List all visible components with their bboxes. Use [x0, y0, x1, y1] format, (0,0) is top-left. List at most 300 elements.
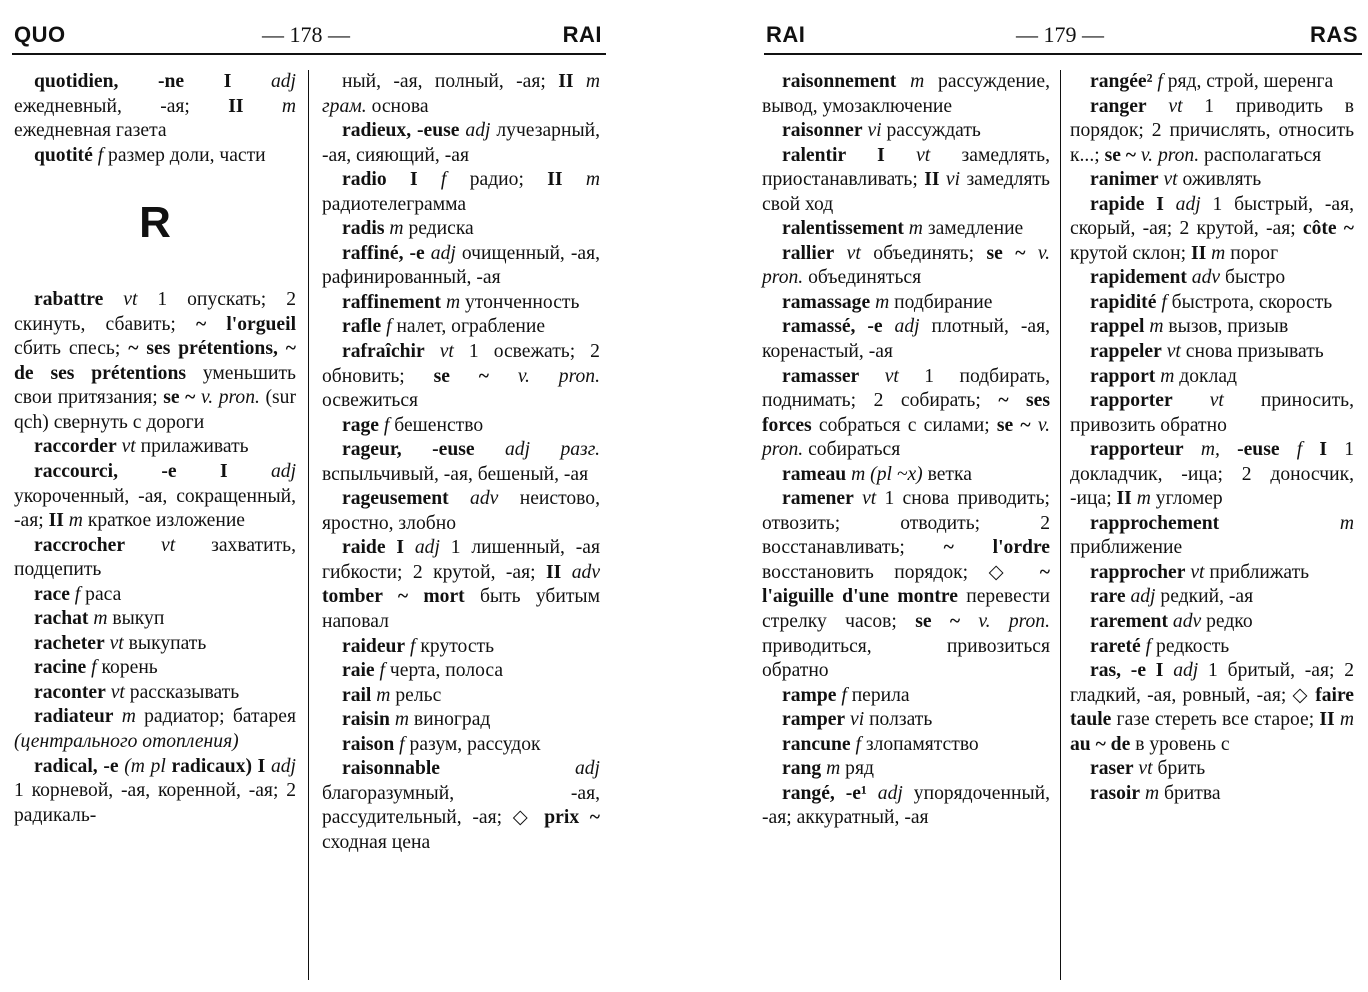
headword: raccorder — [34, 436, 117, 458]
dictionary-entry — [762, 782, 1050, 831]
definition-text: 1 докладчик, -ица; 2 доносчик, -ица; — [1070, 439, 1355, 510]
definition-text: радиотелеграмма — [322, 193, 467, 215]
definition-text: подбирание — [894, 291, 993, 313]
right-header-rule — [764, 53, 1362, 55]
definition-text: вызов, призыв — [1168, 316, 1289, 338]
grammar-label: f — [440, 169, 447, 191]
headword: ralentissement — [782, 218, 904, 240]
dictionary-entry — [762, 291, 1050, 316]
grammar-label: adj — [1175, 193, 1201, 215]
headword: rareté — [1090, 635, 1141, 657]
grammar-label: vt — [1163, 169, 1178, 191]
headword: se ~ — [433, 365, 489, 387]
definition-text: 1 приводить в порядок; 2 причислять, относить к...; — [1070, 95, 1354, 166]
grammar-label: vt — [439, 341, 454, 363]
headword: quotidien, -ne I — [34, 71, 232, 92]
right-page — [752, 0, 1368, 992]
definition-text: восстановить порядок; ◇ — [762, 561, 1020, 583]
grammar-label: vt — [1166, 341, 1181, 363]
right-column-1 — [762, 70, 1050, 831]
definition-text: уменьшить свои притязания; — [14, 362, 296, 409]
headword: au ~ de — [1070, 733, 1131, 755]
dictionary-entry — [1070, 340, 1354, 365]
headword: ras, -e I — [1090, 660, 1164, 682]
grammar-label: v. pron. — [978, 611, 1051, 633]
grammar-label: f — [399, 733, 405, 755]
definition-text: лучезарный, -ая, сияющий, -ая — [322, 120, 601, 166]
headword: rarement — [1090, 611, 1168, 633]
headword: II — [1116, 488, 1132, 510]
definition-text: в уровень с — [1135, 733, 1230, 755]
grammar-label: m — [1339, 512, 1354, 534]
definition-text: объединяться — [808, 267, 922, 289]
grammar-label: vi — [867, 120, 882, 142]
headword: rangée² — [1090, 71, 1153, 92]
dictionary-entry — [322, 315, 600, 340]
dictionary-entry — [762, 217, 1050, 242]
dictionary-entry — [14, 534, 296, 583]
dictionary-entry — [14, 632, 296, 657]
definition-text: крутость — [420, 635, 495, 657]
definition-text: ползать — [869, 709, 933, 731]
definition-text: сходная цена — [322, 831, 431, 853]
grammar-label: adj — [1130, 586, 1156, 608]
dictionary-entry — [762, 70, 1050, 119]
headword: ramper — [782, 709, 846, 731]
definition-text: рассуждать — [886, 120, 981, 142]
left-page-number: — 178 — — [262, 22, 350, 47]
headword: raisin — [342, 709, 390, 731]
dictionary-entry — [762, 144, 1050, 218]
definition-text: благоразумный, -ая, рассудительный, -ая; ◇ — [322, 782, 600, 829]
grammar-label: adv — [470, 488, 499, 510]
grammar-label: m — [875, 291, 890, 313]
grammar-label: m — [826, 758, 841, 780]
definition-text: укороченный, -ая, сокращенный, -ая; — [14, 485, 296, 532]
definition-text: замедлять свой ход — [762, 169, 1050, 215]
grammar-label: f — [383, 414, 390, 436]
headword: rafle — [342, 316, 382, 338]
grammar-label: vi — [945, 169, 961, 191]
grammar-label: adj — [270, 755, 296, 777]
definition-text: редко — [1206, 611, 1253, 633]
definition-text: редиска — [408, 218, 474, 240]
dictionary-entry — [322, 242, 600, 291]
dictionary-entry — [1070, 70, 1354, 95]
headword: radiateur — [34, 706, 114, 728]
grammar-label: m — [1136, 488, 1151, 510]
grammar-label: m — [1211, 242, 1226, 264]
grammar-label: f — [379, 660, 385, 682]
headword: raser — [1090, 758, 1134, 780]
dictionary-entry — [14, 144, 296, 169]
grammar-label: vt — [862, 488, 877, 510]
grammar-label: m — [910, 71, 925, 92]
dictionary-entry — [322, 414, 600, 439]
definition-text: 1 опускать; 2 скинуть, сбавить; — [14, 289, 296, 335]
grammar-label: f — [386, 316, 392, 338]
grammar-label: f — [97, 144, 104, 166]
grammar-label: m — [389, 218, 404, 240]
dictionary-entry — [322, 684, 600, 709]
definition-text: 1 бритый, -ая; 2 гладкий, -ая, ровный, -ая; ◇ — [1070, 660, 1354, 706]
headword: faire taule — [1070, 684, 1354, 731]
grammar-label: m — [1160, 365, 1175, 387]
headword: rabattre — [34, 289, 104, 311]
headword: raisonnement — [782, 71, 897, 92]
definition-text: злопамятство — [865, 733, 979, 755]
definition-text: бритва — [1164, 782, 1221, 804]
definition-text: упорядоченный, -ая; аккуратный, -ая — [762, 782, 1050, 829]
headword: ramener — [782, 488, 854, 510]
grammar-label: m — [281, 95, 296, 117]
headword: rameau — [782, 463, 847, 485]
definition-text: приводиться, привозиться обратно — [762, 635, 1050, 682]
definition-text: выкуп — [112, 608, 165, 630]
definition-text: редкий, -ая — [1160, 586, 1254, 608]
definition-text: ежедневный, -ая; — [14, 95, 190, 117]
grammar-label: adj — [270, 71, 296, 92]
grammar-label: m — [1144, 782, 1160, 804]
grammar-label: adj — [430, 242, 456, 264]
entries-block — [14, 288, 296, 828]
headword: ramassage — [782, 291, 871, 313]
definition-text: сбить спесь; — [14, 338, 121, 360]
headword: se ~ — [915, 611, 961, 633]
dictionary-entry — [14, 705, 296, 754]
dictionary-entry — [322, 291, 600, 316]
dictionary-entry — [14, 583, 296, 608]
definition-text: краткое изложение — [87, 510, 246, 532]
definition-text: угломер — [1155, 488, 1223, 510]
headword: ramassé, -e — [782, 316, 883, 338]
grammar-label: f — [1157, 71, 1163, 92]
headword: racheter — [34, 632, 105, 654]
grammar-label: adv — [571, 561, 601, 583]
headword: rapporter — [1090, 390, 1173, 412]
entries-block — [1070, 70, 1354, 806]
grammar-label: vt — [1190, 561, 1205, 583]
section-letter: R — [139, 198, 171, 248]
headword: raison — [342, 733, 395, 755]
dictionary-entry — [1070, 389, 1354, 438]
headword: II — [1190, 242, 1207, 264]
definition-text: приближать — [1209, 561, 1310, 583]
grammar-label: m — [68, 510, 83, 532]
dictionary-entry — [322, 659, 600, 684]
headword: rapidité — [1090, 291, 1157, 313]
headword: ~ l'orgueil — [196, 313, 297, 335]
headword: côte ~ — [1302, 218, 1354, 240]
dictionary-entry — [14, 681, 296, 706]
column-divider — [1060, 70, 1061, 980]
headword: quotité — [34, 144, 93, 166]
grammar-label: m — [1339, 709, 1354, 731]
definition-text: плотный, -ая, коренастый, -ая — [762, 316, 1050, 363]
headword: radio I — [342, 169, 418, 191]
grammar-label: adj разг. — [505, 439, 600, 461]
dictionary-entry — [1070, 168, 1354, 193]
left-column-1 — [14, 70, 296, 828]
grammar-label: vt — [1138, 758, 1153, 780]
grammar-label: vt — [916, 144, 931, 166]
grammar-label: f — [91, 657, 97, 679]
definition-text: захватить, подцепить — [14, 534, 296, 581]
dictionary-entry — [322, 168, 600, 217]
left-end-guide-word: RAI — [562, 22, 602, 47]
right-page-number: — 179 — — [1016, 22, 1104, 47]
definition-text: оживлять — [1182, 169, 1262, 191]
headword: ranger — [1090, 95, 1147, 117]
definition-text: корень — [101, 657, 158, 679]
definition-text: ряд, строй, шеренга — [1167, 71, 1334, 92]
headword: II — [546, 561, 562, 583]
headword: II — [924, 169, 940, 191]
definition-text: радио; — [469, 169, 524, 191]
dictionary-entry — [762, 487, 1050, 683]
definition-text: черта, полоса — [389, 660, 504, 682]
definition-text: вспыльчивый, -ая, бешеный, -ая — [322, 463, 589, 485]
headword: rapport — [1090, 365, 1156, 387]
definition-text: приближение — [1070, 537, 1183, 559]
dictionary-entry — [762, 684, 1050, 709]
headword: radicaux) — [171, 755, 252, 777]
headword: raccrocher — [34, 534, 126, 556]
dictionary-entry — [322, 708, 600, 733]
entries-block — [762, 70, 1050, 831]
dictionary-entry — [762, 733, 1050, 758]
dictionary-entry — [322, 536, 600, 634]
definition-text: крутой склон; — [1070, 242, 1187, 264]
definition-text: ный, -ая, полный, -ая; — [342, 71, 546, 92]
dictionary-entry — [1070, 585, 1354, 610]
headword: rapporteur — [1090, 439, 1184, 461]
definition-text: приносить, привозить обратно — [1070, 390, 1354, 436]
headword: rancune — [782, 733, 851, 755]
headword: rageusement — [342, 488, 449, 510]
grammar-label: adj — [1173, 660, 1199, 682]
headword: rang — [782, 758, 822, 780]
definition-text: налет, ограбление — [396, 316, 546, 338]
grammar-label: m грам. — [322, 71, 600, 117]
headword: rageur, -euse — [342, 439, 475, 461]
definition-text: выкупать — [128, 632, 207, 654]
entries-block — [322, 70, 600, 856]
headword: rapprochement — [1090, 512, 1220, 534]
grammar-label: m — [1149, 316, 1164, 338]
dictionary-entry — [1070, 266, 1354, 291]
headword: rage — [342, 414, 379, 436]
definition-text: рельс — [395, 684, 442, 706]
grammar-label: f — [1296, 439, 1303, 461]
dictionary-entry — [322, 70, 600, 119]
definition-text: замедлять, приостанавливать; — [762, 144, 1050, 191]
headword: rappel — [1090, 316, 1145, 338]
headword: II — [547, 169, 563, 191]
dictionary-entry — [1070, 438, 1354, 512]
dictionary-entry — [762, 315, 1050, 364]
dictionary-entry — [14, 460, 296, 534]
definition-text: 1 подбирать, поднимать; 2 собирать; — [762, 365, 1050, 412]
definition-text: размер доли, части — [108, 144, 266, 166]
definition-text: радиатор; батарея — [144, 706, 296, 728]
headword: raisonner — [782, 120, 863, 142]
headword: I — [1319, 439, 1328, 461]
dictionary-entry — [322, 757, 600, 855]
grammar-label: f — [410, 635, 416, 657]
grammar-label: m — [585, 169, 600, 191]
headword: I — [257, 755, 266, 777]
definition-text: разум, рассудок — [409, 733, 541, 755]
grammar-label: f — [1161, 291, 1167, 313]
definition-text: объединять; — [873, 242, 975, 264]
definition-text: 1 снова приводить; отвозить; отводить; 2 восстанавливать; — [762, 488, 1050, 559]
definition-text: доклад — [1179, 365, 1238, 387]
grammar-label: adj — [414, 537, 440, 559]
grammar-label: vt — [110, 681, 125, 703]
headword: ~ l'ordre — [943, 537, 1050, 559]
dictionary-entry — [1070, 365, 1354, 390]
left-page — [0, 0, 612, 992]
definition-text: неистово, яростно, злобно — [322, 488, 600, 534]
definition-text: ежедневная газета — [14, 120, 167, 142]
grammar-label: m — [394, 709, 409, 731]
dictionary-entry — [322, 217, 600, 242]
grammar-label: m (pl ~x) — [851, 463, 923, 485]
entries-block — [14, 70, 296, 168]
headword: rappeler — [1090, 341, 1162, 363]
headword: rallier — [782, 242, 835, 264]
headword: II — [228, 95, 244, 117]
definition-text: перила — [851, 684, 910, 706]
headword: se ~ — [986, 242, 1026, 264]
dictionary-entry — [1070, 315, 1354, 340]
headword: radical, -e — [34, 755, 119, 777]
grammar-label: vt — [884, 365, 899, 387]
headword: ranimer — [1090, 169, 1159, 191]
dictionary-entry — [1070, 782, 1354, 807]
grammar-label: vt — [161, 534, 176, 556]
definition-text: раса — [85, 583, 122, 605]
dictionary-entry — [322, 487, 600, 536]
grammar-label: vt — [1209, 390, 1224, 412]
definition-text: 1 быстрый, -ая, скорый, -ая; 2 крутой, -ая; — [1070, 193, 1354, 240]
grammar-label: m — [121, 706, 136, 728]
definition-text: собираться — [808, 439, 901, 461]
definition-text: быстро — [1224, 267, 1286, 289]
dictionary-entry — [1070, 561, 1354, 586]
headword: se ~ — [996, 414, 1031, 436]
grammar-label: adj — [465, 120, 491, 142]
grammar-label: adj — [270, 461, 297, 483]
headword: rapidement — [1090, 267, 1187, 289]
dictionary-entry — [14, 288, 296, 435]
left-page-header — [0, 22, 612, 54]
headword: raffinement — [342, 291, 442, 313]
headword: II — [558, 71, 574, 92]
headword: rasoir — [1090, 782, 1141, 804]
dictionary-entry — [14, 607, 296, 632]
dictionary-entry — [1070, 659, 1354, 757]
definition-text: виноград — [413, 709, 491, 731]
dictionary-entry — [762, 757, 1050, 782]
grammar-label: adj — [877, 782, 903, 804]
headword: se ~ — [1104, 144, 1136, 166]
dictionary-entry — [322, 340, 600, 414]
headword: ralentir I — [782, 144, 885, 166]
headword: radis — [342, 218, 385, 240]
grammar-label: vt — [846, 242, 861, 264]
grammar-label: v. pron. — [200, 387, 260, 409]
definition-text: собраться с силами; — [818, 414, 990, 436]
dictionary-entry — [1070, 95, 1354, 169]
grammar-label: vt — [1168, 95, 1183, 117]
headword: rail — [342, 684, 372, 706]
grammar-label: f — [841, 684, 847, 706]
grammar-label: f — [1145, 635, 1152, 657]
grammar-label: m — [445, 291, 461, 313]
definition-text: прилаживать — [140, 436, 249, 458]
definition-text: очищенный, -ая, рафинированный, -ая — [322, 242, 600, 289]
dictionary-entry — [1070, 512, 1354, 561]
headword: race — [34, 583, 70, 605]
left-column-2 — [322, 70, 600, 856]
definition-text: ряд — [845, 758, 874, 780]
dictionary-entry — [322, 119, 600, 168]
dictionary-entry — [762, 365, 1050, 463]
headword: raccourci, -e I — [34, 461, 228, 483]
headword: raconter — [34, 681, 106, 703]
grammar-label: vt — [121, 436, 136, 458]
definition-text: быстрота, скорость — [1171, 291, 1333, 313]
definition-text: замедление — [927, 218, 1024, 240]
headword: rampe — [782, 684, 837, 706]
headword: ramasser — [782, 365, 860, 387]
headword: se ~ — [163, 387, 196, 409]
headword: tomber ~ mort — [322, 586, 465, 608]
right-column-2 — [1070, 70, 1354, 806]
grammar-label: m — [93, 608, 108, 630]
definition-text: основа — [371, 95, 429, 117]
headword: raie — [342, 660, 375, 682]
definition-text: бешенство — [394, 414, 484, 436]
grammar-label: adj — [574, 758, 600, 780]
grammar-label: vt — [123, 289, 138, 311]
headword: rare — [1090, 586, 1126, 608]
definition-text: газе стереть все старое; — [1116, 709, 1315, 731]
grammar-label: v. pron. — [1140, 144, 1200, 166]
grammar-label: (m pl — [124, 755, 166, 777]
grammar-label: v. pron. — [762, 414, 1050, 461]
headword: radieux, -euse — [342, 120, 460, 142]
headword: racine — [34, 657, 87, 679]
definition-text: 1 освежать; 2 обновить; — [322, 341, 600, 387]
headword: prix ~ — [544, 807, 600, 829]
grammar-label: m — [908, 218, 923, 240]
left-guide-word: QUO — [14, 22, 66, 47]
definition-text: брить — [1157, 758, 1206, 780]
headword: rafraîchir — [342, 341, 425, 363]
dictionary-entry — [1070, 193, 1354, 267]
headword: II — [1319, 709, 1335, 731]
dictionary-entry — [762, 463, 1050, 488]
definition-text: (sur qch) свернуть с дороги — [14, 387, 297, 433]
headword: rapprocher — [1090, 561, 1186, 583]
definition-text: утонченность — [465, 291, 580, 313]
grammar-label: adv — [1191, 267, 1221, 289]
definition-text: редкость — [1156, 635, 1230, 657]
headword: raideur — [342, 635, 406, 657]
